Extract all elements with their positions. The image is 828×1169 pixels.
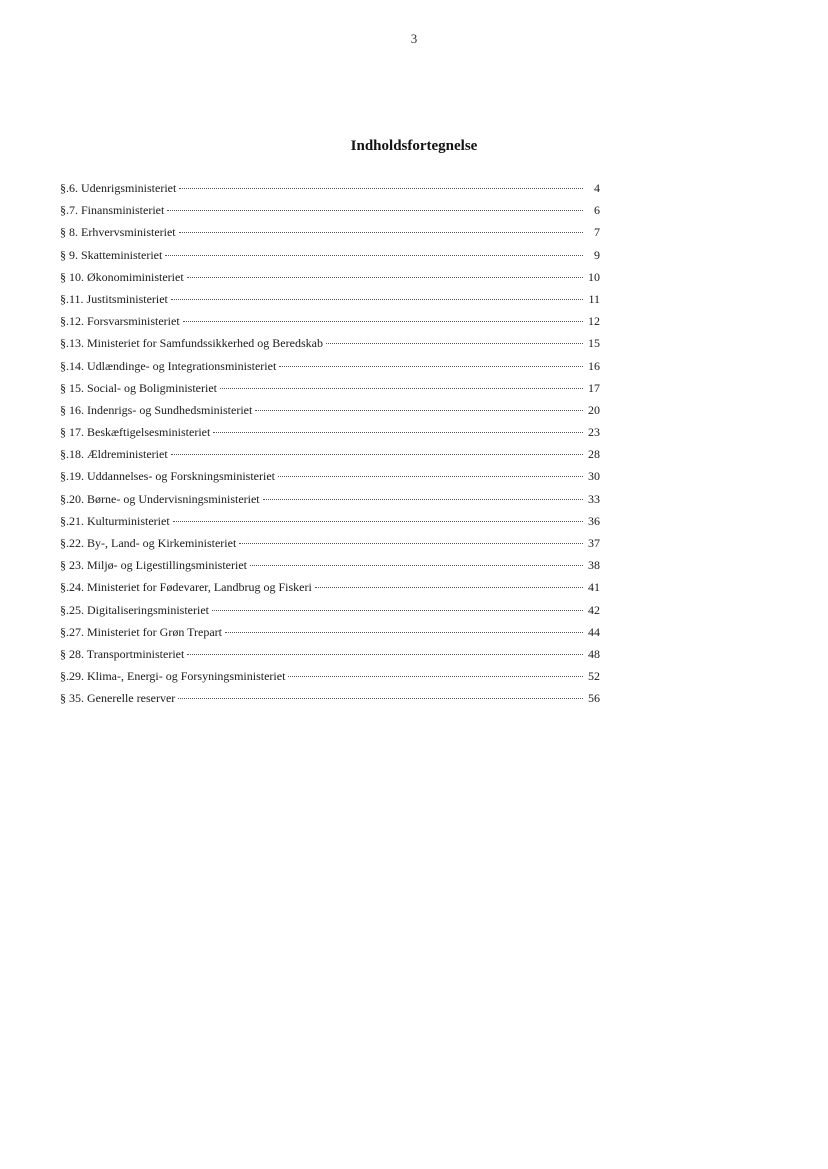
toc-entry-page: 41 xyxy=(588,580,600,595)
dot-leader xyxy=(220,388,583,389)
dot-leader xyxy=(178,698,583,699)
toc-entry-page: 33 xyxy=(588,491,600,506)
dot-leader xyxy=(213,432,583,433)
toc-entry-label: §.6. Udenrigsministeriet xyxy=(60,181,177,195)
dot-leader xyxy=(171,454,583,455)
dot-leader xyxy=(165,255,583,256)
table-of-contents xyxy=(60,180,600,713)
toc-entry-page: 9 xyxy=(594,247,600,262)
toc-entry-page: 11 xyxy=(588,291,600,306)
toc-entry-page: 17 xyxy=(588,380,600,395)
toc-entry[interactable] xyxy=(60,468,600,490)
toc-entry-label: § 15. Social- og Boligministeriet xyxy=(60,380,217,395)
toc-entry-page: 23 xyxy=(588,425,600,440)
toc-entry-page: 48 xyxy=(588,646,600,661)
dot-leader xyxy=(278,476,583,477)
dot-leader xyxy=(187,277,583,278)
toc-entry-page: 4 xyxy=(594,181,600,195)
dot-leader xyxy=(171,299,583,300)
toc-entry-page: 30 xyxy=(588,469,600,484)
toc-entry-label: § 35. Generelle reserver xyxy=(60,691,176,706)
toc-entry-label: § 23. Miljø- og Ligestillingsministeriet xyxy=(60,558,247,573)
toc-entry-page: 37 xyxy=(588,536,600,550)
toc-entry[interactable] xyxy=(60,690,600,712)
toc-entry[interactable] xyxy=(60,358,600,380)
toc-entry-label: §.11. Justitsministeriet xyxy=(60,291,168,306)
dot-leader xyxy=(239,543,583,544)
toc-entry[interactable] xyxy=(60,446,600,468)
toc-entry[interactable] xyxy=(60,269,600,291)
toc-entry-page: 28 xyxy=(588,447,600,462)
toc-entry-page: 36 xyxy=(588,513,600,528)
toc-entry[interactable] xyxy=(60,402,600,424)
dot-leader xyxy=(225,632,583,633)
toc-entry-page: 42 xyxy=(588,602,600,617)
toc-entry-page: 6 xyxy=(594,203,600,218)
toc-entry-label: § 17. Beskæftigelsesministeriet xyxy=(60,425,211,440)
dot-leader xyxy=(173,521,583,522)
toc-entry-label: § 10. Økonomiministeriet xyxy=(60,269,184,284)
dot-leader xyxy=(326,343,583,344)
page-number: 3 xyxy=(410,31,418,46)
toc-entry-label: §.18. Ældreministeriet xyxy=(60,447,168,462)
toc-entry[interactable] xyxy=(60,646,600,668)
toc-entry-label: §.20. Børne- og Undervisningsministeriet xyxy=(60,491,260,506)
dot-leader xyxy=(255,410,583,411)
toc-entry-page: 20 xyxy=(588,402,600,417)
toc-entry-label: § 9. Skatteministeriet xyxy=(60,247,163,262)
toc-entry-label: § 28. Transportministeriet xyxy=(60,646,185,661)
toc-entry-label: §.12. Forsvarsministeriet xyxy=(60,314,180,329)
dot-leader xyxy=(179,232,583,233)
toc-entry[interactable] xyxy=(60,180,600,202)
toc-entry-label: §.7. Finansministeriet xyxy=(60,203,165,218)
dot-leader xyxy=(288,676,583,677)
toc-entry-page: 15 xyxy=(588,336,600,351)
toc-entry-label: §.21. Kulturministeriet xyxy=(60,513,170,528)
toc-entry[interactable] xyxy=(60,668,600,690)
toc-entry-label: §.13. Ministeriet for Samfundssikkerhed og Beredskab xyxy=(60,336,323,351)
toc-entry[interactable] xyxy=(60,202,600,224)
toc-entry-label: §.19. Uddannelses- og Forskningsministeriet xyxy=(60,469,275,484)
toc-entry[interactable] xyxy=(60,313,600,335)
toc-entry-page: 12 xyxy=(588,314,600,329)
toc-entry[interactable] xyxy=(60,380,600,402)
dot-leader xyxy=(315,587,583,588)
toc-entry-label: §.25. Digitaliseringsministeriet xyxy=(60,602,209,617)
dot-leader xyxy=(179,188,583,189)
toc-entry-label: § 8. Erhvervsministeriet xyxy=(60,225,176,240)
dot-leader xyxy=(212,610,583,611)
toc-entry[interactable] xyxy=(60,513,600,535)
toc-entry-label: §.29. Klima-, Energi- og Forsyningsministeriet xyxy=(60,669,286,684)
toc-entry-page: 52 xyxy=(588,669,600,684)
toc-entry-page: 38 xyxy=(588,558,600,573)
dot-leader xyxy=(250,565,583,566)
toc-entry[interactable] xyxy=(60,224,600,246)
toc-entry-page: 56 xyxy=(588,691,600,706)
dot-leader xyxy=(167,210,583,211)
toc-entry-label: § 16. Indenrigs- og Sundhedsministeriet xyxy=(60,402,253,417)
toc-entry-page: 10 xyxy=(588,269,600,284)
toc-entry-page: 16 xyxy=(588,358,600,373)
toc-entry-label: §.22. By-, Land- og Kirkeministeriet xyxy=(60,536,237,550)
toc-entry[interactable] xyxy=(60,424,600,446)
toc-entry[interactable] xyxy=(60,579,600,601)
toc-entry-page: 7 xyxy=(594,225,600,240)
toc-entry[interactable] xyxy=(60,535,600,557)
dot-leader xyxy=(183,321,583,322)
toc-entry[interactable] xyxy=(60,557,600,579)
toc-entry-label: §.14. Udlændinge- og Integrationsministeriet xyxy=(60,358,277,373)
page-title: Indholdsfortegnelse xyxy=(350,138,478,154)
toc-entry[interactable] xyxy=(60,624,600,646)
toc-entry-label: §.27. Ministeriet for Grøn Trepart xyxy=(60,624,222,639)
toc-entry[interactable] xyxy=(60,335,600,357)
dot-leader xyxy=(187,654,583,655)
toc-entry[interactable] xyxy=(60,491,600,513)
dot-leader xyxy=(263,499,583,500)
toc-entry[interactable] xyxy=(60,247,600,269)
dot-leader xyxy=(279,366,583,367)
toc-entry-page: 44 xyxy=(588,624,600,639)
toc-entry[interactable] xyxy=(60,602,600,624)
toc-entry[interactable] xyxy=(60,291,600,313)
toc-entry-label: §.24. Ministeriet for Fødevarer, Landbrug og Fiskeri xyxy=(60,580,312,595)
